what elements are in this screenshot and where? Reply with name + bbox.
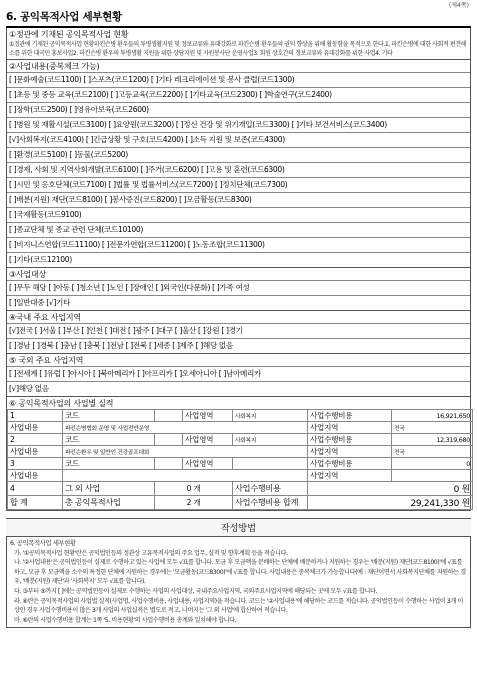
section-domestic-region: [7, 310, 470, 353]
section-performance-header: ⑥ 공익목적사업의 사업별 실적: [9, 399, 114, 408]
guide-paragraph: 다. ③부터 ⑤까지 [ ]에는 공익법인등이 실제로 수행하는 사업의 사업대상, 국내주요사업지역, 국외주요사업지역에 해당되는 곳에 모두 √표를 합니다.: [14, 587, 377, 595]
content-label: 사업내용: [8, 446, 63, 458]
table-row: [8, 458, 473, 470]
section-title: 6. 공익목적사업 세부현황: [6, 9, 471, 28]
cost-label: 사업수행비용: [308, 434, 392, 446]
content-option-line[interactable]: [ ]장학(코드2500) [ ]영유아보육(코드2600): [7, 102, 470, 117]
content-option-line[interactable]: [ ]종교단체 및 종교 관련 단체(코드10100): [7, 222, 470, 237]
page-number: (제4쪽): [448, 2, 469, 9]
guide-paragraph: 라. ⑥란은 공익목적사업의 사업별 실적(사업명, 사업수행비용, 사업내용, 사업지역)을 적습니다. 코드는 '②사업내용'에 해당하는 코드를 적습니다. 공익법인등이 수행하는 사업이 3개 이상인 경우 사업수행비용이 많은 3개 사업의 사업실적은 별도로 적고, 나머지는 '그 외 사업'에 합산하여 적습니다.: [14, 597, 463, 615]
other-cost-amount: 0: [453, 485, 460, 495]
section-content: [7, 59, 470, 267]
content-option-line[interactable]: [ ]경제, 사회 및 지역사회개발(코드6100) [ ]주거(코드6200) [ ]고용 및 훈련(코드6300): [7, 162, 470, 177]
content-option-line[interactable]: [√]사회복지(코드4100) [ ]긴급상황 및 구호(코드4200) [ ]소득 지원 및 보존(코드4300): [7, 132, 470, 147]
count-unit: 개: [193, 498, 201, 507]
region-value[interactable]: [392, 470, 473, 482]
domestic-option-line[interactable]: [ ]경남 [ ]경북 [ ]충남 [ ]충북 [ ]전남 [ ]전북 [ ]세종 [ ]제주 [ ]해당 없음: [7, 338, 470, 353]
content-option-line[interactable]: [ ]기타(코드12100): [7, 252, 470, 267]
section-purpose-header: ①정관에 기재된 공익목적사업 현황: [9, 30, 129, 39]
total-cost-amount: 29,241,330: [410, 499, 460, 509]
field-value[interactable]: 사회복지: [233, 410, 308, 422]
region-value[interactable]: 전국: [392, 446, 473, 458]
count-unit: 개: [193, 484, 201, 493]
currency-unit: 원: [461, 499, 470, 509]
section-overseas-header: ⑤ 국외 주요 사업지역: [9, 356, 84, 365]
guide-paragraph: 6. 공익목적사업 세부현황: [10, 539, 76, 547]
cost-value[interactable]: 12,319,680: [392, 434, 473, 446]
code-label: 코드: [63, 434, 155, 446]
table-row: [8, 410, 473, 422]
content-option-line[interactable]: [ ]초등 및 중등 교육(코드2100) [ ]고등교육(코드2200) [ ]기타교육(코드2300) [ ]학술연구(코드2400): [7, 87, 470, 102]
row-number: 4: [8, 482, 63, 496]
code-value[interactable]: [155, 410, 183, 422]
total-cost-value[interactable]: [308, 496, 473, 510]
section-target-header: ③사업대상: [9, 270, 47, 279]
total-cost-label: 사업수행비용 합계: [233, 496, 308, 510]
guide-header: 작성방법: [6, 518, 471, 537]
section-performance: [7, 396, 470, 510]
content-option-line[interactable]: [ ]문화예술(코드1100) [ ]스포츠(코드1200) [ ]기타 레크리에이션 및 봉사 클럽(코드1300): [7, 72, 470, 87]
region-label: 사업지역: [308, 422, 392, 434]
content-option-line[interactable]: [ ]국제활동(코드9100): [7, 207, 470, 222]
code-label: 코드: [63, 410, 155, 422]
section-content-header: ②사업내용(중복체크 가능): [9, 62, 100, 71]
region-value[interactable]: 전국: [392, 422, 473, 434]
content-option-line[interactable]: [ ]배분(지원) 재단(코드8100) [ ]봉사증진(코드8200) [ ]모금활동(코드8300): [7, 192, 470, 207]
cost-label: 사업수행비용: [308, 458, 392, 470]
table-row-total: [8, 496, 473, 510]
section-overseas-region: [7, 353, 470, 396]
content-value[interactable]: 파킨슨병협회 운영 및 사업전반운영: [63, 422, 308, 434]
total-count-value: 2: [186, 498, 192, 507]
table-row: [8, 470, 473, 482]
target-option-line[interactable]: [ ]무두 해당 [ ]아동 [ ]청소년 [ ]노인 [ ]장애인 [ ]외국인(다문화) [ ]가족 여성: [7, 280, 470, 295]
content-option-line[interactable]: [ ]병원 및 재활시설(코드3100) [ ]요양원(코드3200) [ ]정신 건강 및 위기개입(코드3300) [ ]기타 보건서비스(코드3400): [7, 117, 470, 132]
cost-label: 사업수행비용: [308, 410, 392, 422]
section-domestic-header: ④국내 주요 사업지역: [9, 313, 81, 322]
guide-paragraph: 마. ⑥란의 사업수행비용 합계는 1쪽 '5. 비용현황'의 사업수행비용 총계와 일치해야 합니다.: [14, 616, 237, 624]
target-option-line[interactable]: [ ]일반대중 [√]기타: [7, 295, 470, 310]
content-option-line[interactable]: [ ]환경(코드5100) [ ]동물(코드5200): [7, 147, 470, 162]
cost-value[interactable]: 16,921,650: [392, 410, 473, 422]
guide-box: [6, 537, 471, 628]
table-row: [8, 482, 473, 496]
other-cost-label: 사업수행비용: [233, 482, 308, 496]
total-sub-label: 총 공익목적사업: [63, 496, 155, 510]
table-row: [8, 434, 473, 446]
cost-value[interactable]: 0: [392, 458, 473, 470]
field-value[interactable]: 사회복지: [233, 434, 308, 446]
field-label: 사업영역: [183, 458, 233, 470]
field-value[interactable]: [233, 458, 308, 470]
section-purpose-text: ①정관에 기재된 공익목적사업 현황파킨슨병 환우들의 투병생활지원 및 정보교류와 유대강화로 파킨슨병 환우들의 권익 향상을 위해 활동함을 목적으로 한다.1. 파킨슨병에 대한 사회적 편견해소를 위한 대국민 홍보사업2. 파킨슨병 환우의 투병생활 지원을 위한 상담지원 및 자원봉사단 운영사업3. 회원 상호간의 정보교류와 유대강화를 위한 사업4. 기타: [9, 41, 467, 57]
content-option-line[interactable]: [ ]비지니스연합(코드11100) [ ]전문가연합(코드11200) [ ]노동조합(코드11300): [7, 237, 470, 252]
table-row: [8, 422, 473, 434]
other-projects-count[interactable]: [155, 482, 233, 496]
code-label: 코드: [63, 458, 155, 470]
region-label: 사업지역: [308, 446, 392, 458]
section-target: [7, 267, 470, 310]
content-label: 사업내용: [8, 470, 63, 482]
other-projects-label: 그 외 사업: [63, 482, 155, 496]
row-number: 3: [8, 458, 63, 470]
content-value[interactable]: 파킨슨환우 및 일반인 건강골프대회: [63, 446, 308, 458]
field-label: 사업영역: [183, 410, 233, 422]
overseas-option-line[interactable]: [√]해당 없음: [7, 381, 470, 396]
performance-table: [7, 409, 473, 510]
table-row: [8, 446, 473, 458]
region-label: 사업지역: [308, 470, 392, 482]
content-label: 사업내용: [8, 422, 63, 434]
overseas-option-line[interactable]: [ ]전세계 [ ]유럽 [ ]아시아 [ ]북아메리카 [ ]아프리카 [ ]오세아니아 [ ]남아메리카: [7, 366, 470, 381]
row-number: 2: [8, 434, 63, 446]
currency-unit: 원: [461, 485, 470, 495]
content-value[interactable]: [63, 470, 308, 482]
field-label: 사업영역: [183, 434, 233, 446]
content-option-line[interactable]: [ ]시민 및 옹호단체(코드7100) [ ]법률 및 법률서비스(코드7200) [ ]정치단체(코드7300): [7, 177, 470, 192]
section-purpose: [7, 28, 470, 59]
other-count-value: 0: [186, 484, 192, 493]
code-value[interactable]: [155, 458, 183, 470]
guide-paragraph: 가. '①공익목적사업 현황'란은 공익법인등의 정관상 고유목적사업의 주요 업무, 실적 및 향후계획 등을 적습니다.: [14, 549, 288, 557]
domestic-option-line[interactable]: [√]전국 [ ]서울 [ ]부산 [ ]인천 [ ]대전 [ ]광주 [ ]대구 [ ]울산 [ ]강원 [ ]경기: [7, 323, 470, 338]
row-number: 1: [8, 410, 63, 422]
total-label: 합 계: [8, 496, 63, 510]
guide-paragraph: 나. '②사업내용'은 공익법인등이 실제로 수행하고 있는 사업에 모두 √표를 합니다. 모금 후 모금액을 분배하는 단체에 배분하거나 지원하는 경우는 '배분(지원) 재단(코드8100)'에 √표를 하고, 모금 후 모금액을 소수의 특정한 단체에 지원하는 경우에는 '모금활동(코드8300)'에 √표를 합니다. 사업내용은 중복체크가 가능합니다(예 : 재단이면서 사회복지단체를 지원하는 경우, '배분(지원) 재단'과 '사회복지' 모두 √표를 합니다).: [14, 559, 466, 586]
total-count[interactable]: [155, 496, 233, 510]
other-cost-value[interactable]: [308, 482, 473, 496]
code-value[interactable]: [155, 434, 183, 446]
form-box: [6, 28, 471, 511]
